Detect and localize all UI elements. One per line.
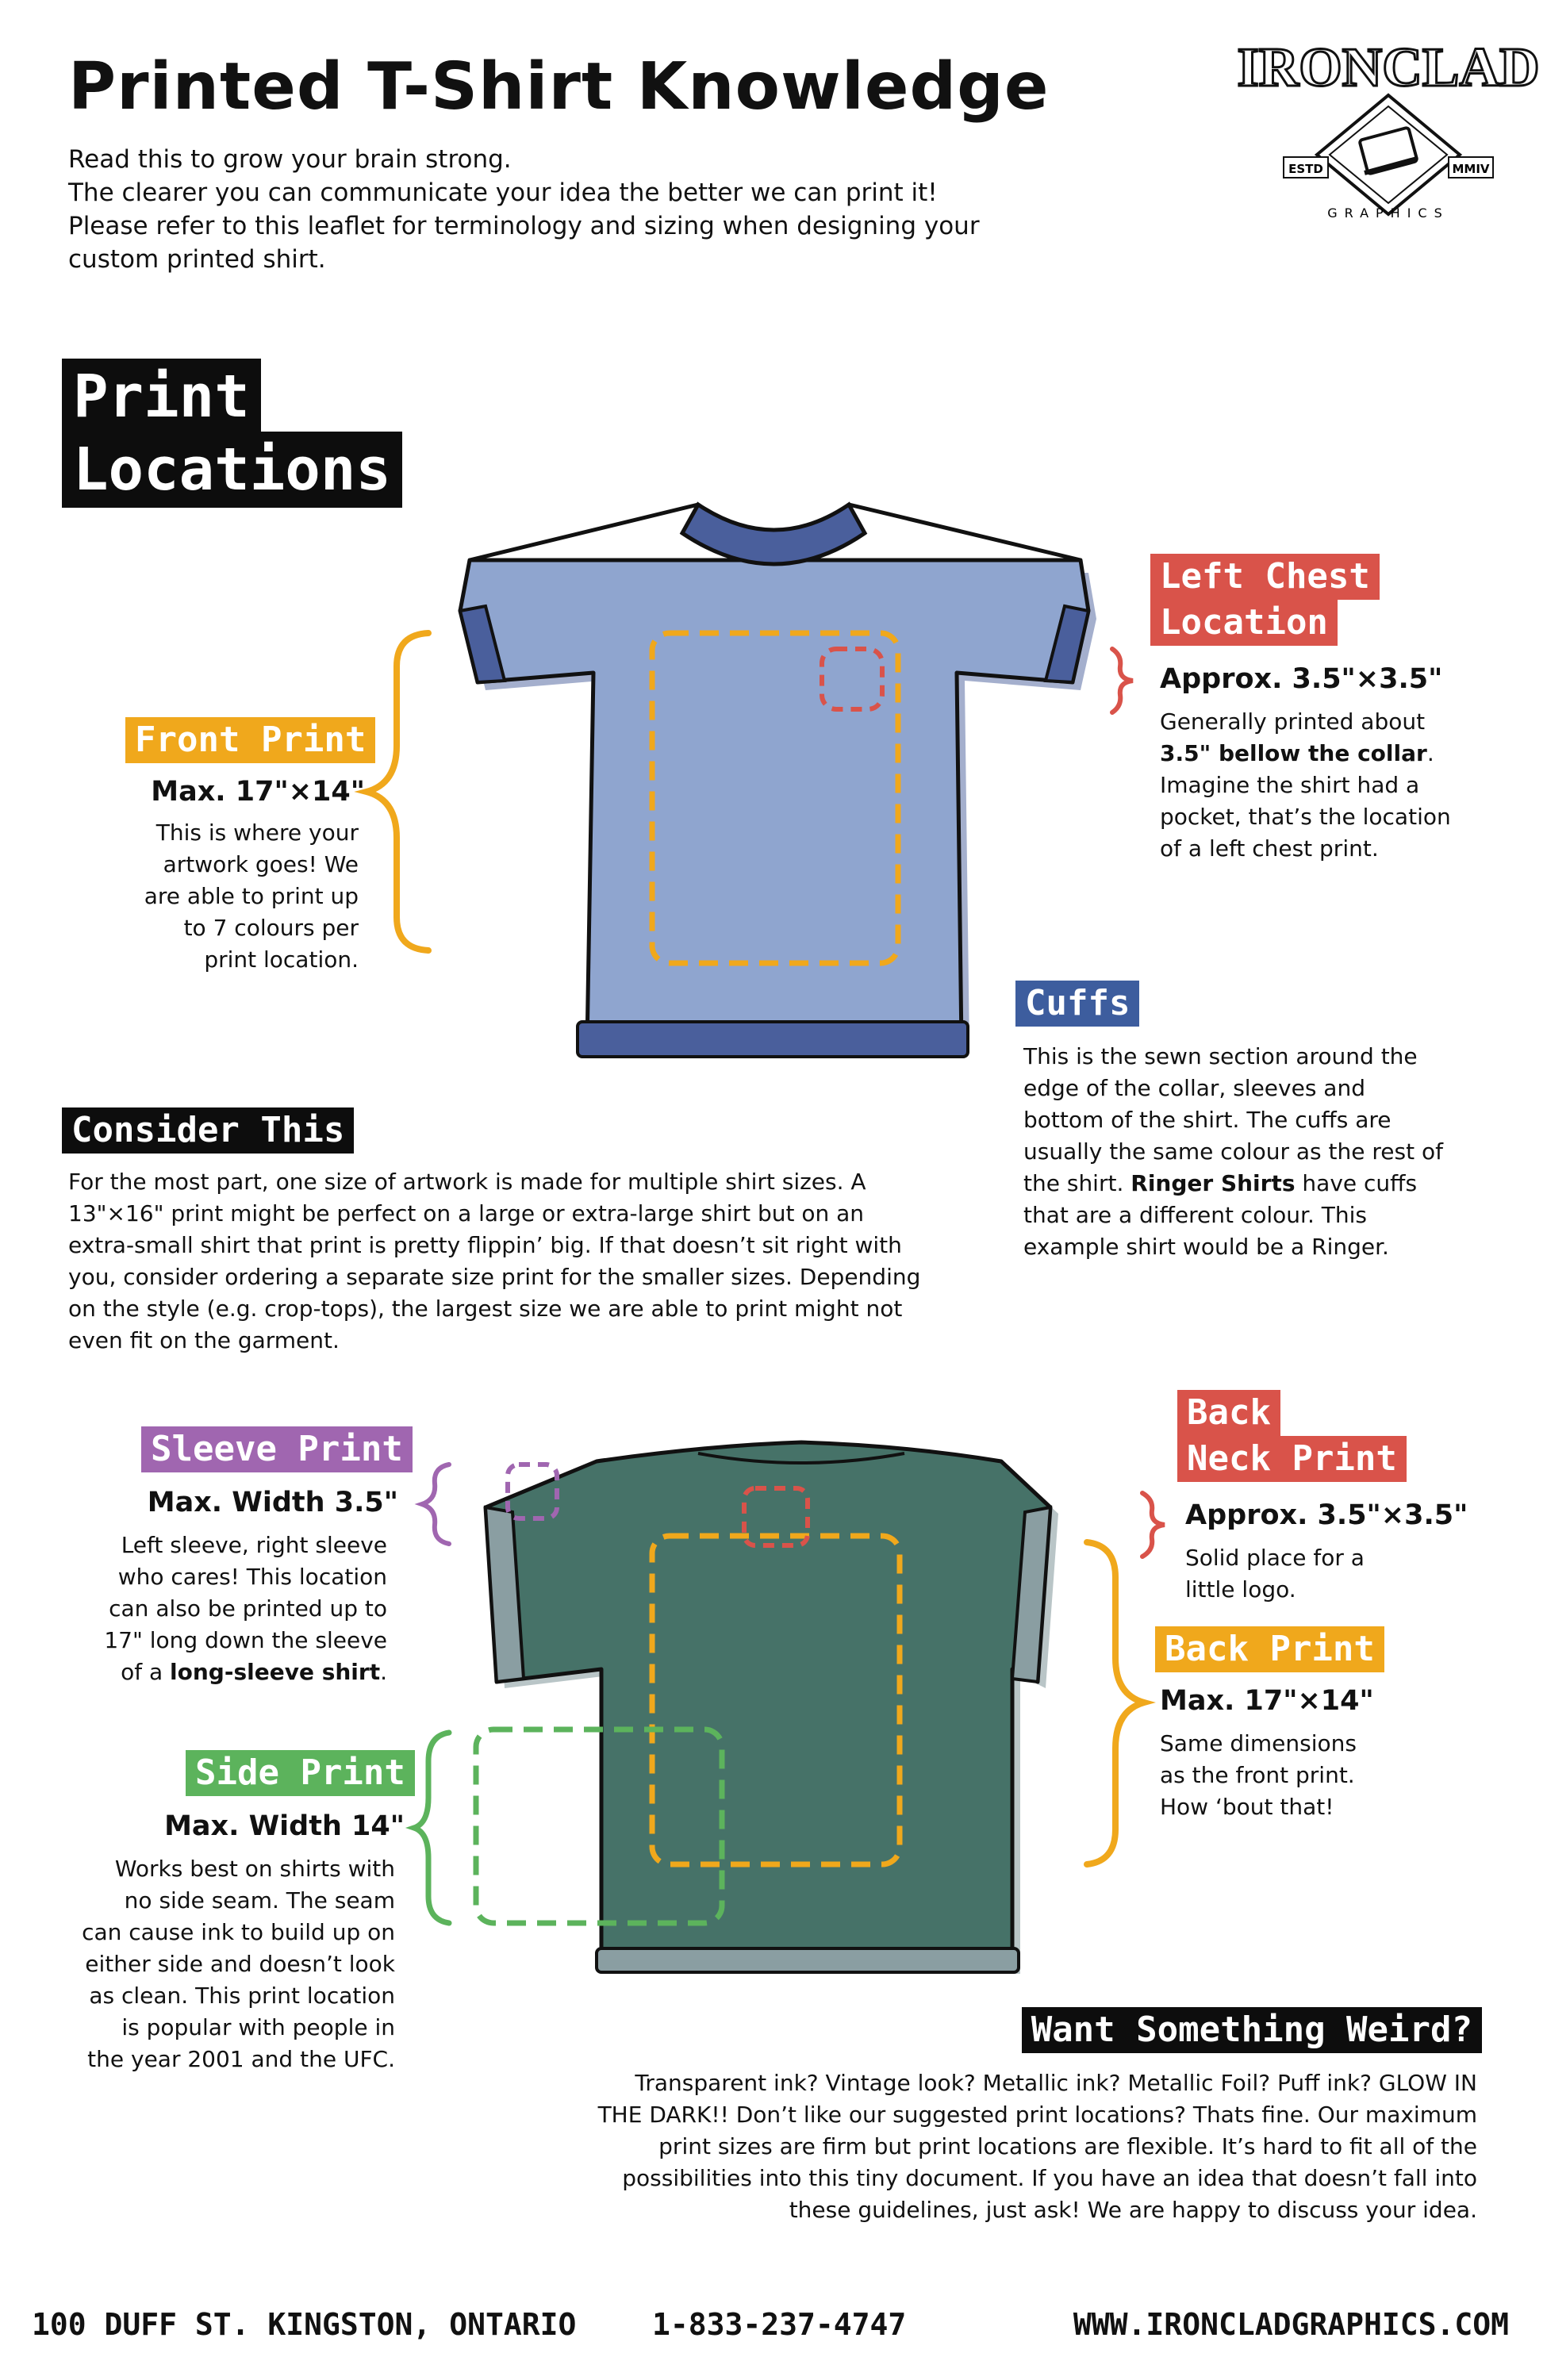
left-chest-tag-wrap	[1150, 554, 1380, 646]
text-line: either side and doesn’t look	[85, 1951, 395, 1977]
back-print-text	[1160, 1728, 1477, 1823]
front-print-label: Front Print	[125, 717, 375, 763]
text-line: example shirt would be a Ringer.	[1023, 1234, 1389, 1260]
text-line	[1160, 738, 1509, 770]
text-line: print sizes are firm but print locations are flexible. It’s hard to fit all of the	[658, 2133, 1477, 2159]
text-line: Solid place for a	[1185, 1545, 1365, 1571]
text-line: For the most part, one size of artwork is made for multiple shirt sizes. A	[68, 1169, 866, 1195]
text-line: the year 2001 and the UFC.	[87, 2046, 395, 2072]
back-shirt	[476, 1442, 1058, 1974]
front-print-size: Max. 17"×14"	[151, 776, 365, 808]
text-line: extra-small shirt that print is pretty flippin’ big. If that doesn’t sit right with	[68, 1232, 902, 1258]
intro-line: custom printed shirt.	[68, 245, 326, 274]
text-line: you, consider ordering a separate size print for the smaller sizes. Depending	[68, 1264, 921, 1290]
text-line: are able to print up	[144, 883, 359, 909]
bold-text: Ringer Shirts	[1130, 1170, 1296, 1196]
text-line: who cares! This location	[117, 1564, 387, 1590]
text-line: Left sleeve, right sleeve	[121, 1532, 387, 1558]
text-line	[46, 1656, 387, 1688]
back-shirt-body	[486, 1442, 1050, 1967]
consider-tag-wrap	[62, 1107, 354, 1154]
side-print-size: Max. Width 14"	[164, 1810, 405, 1842]
logo-brand: IRONCLAD	[1237, 37, 1540, 98]
text-line: pocket, that’s the location	[1160, 804, 1451, 830]
front-print-tag-wrap	[125, 717, 375, 763]
bold-text: 3.5" bellow the collar	[1160, 740, 1427, 766]
sleeve-print-tag-wrap	[141, 1426, 413, 1472]
text-line: is popular with people in	[121, 2014, 395, 2040]
text-line: This is where your	[155, 820, 359, 846]
text-line: edge of the collar, sleeves and	[1023, 1075, 1365, 1101]
left-chest-brace	[1112, 649, 1133, 712]
side-print-tag-wrap	[186, 1750, 415, 1796]
back-neck-label-line1: Back	[1177, 1390, 1280, 1436]
text-tail: .	[1426, 740, 1434, 766]
weird-text	[478, 2067, 1477, 2226]
cuffs-label: Cuffs	[1015, 981, 1139, 1027]
logo-estd: ESTD	[1288, 162, 1323, 176]
text-line: as clean. This print location	[89, 1983, 395, 2009]
text-line: on the style (e.g. crop-tops), the largest size we are able to print might not	[68, 1296, 903, 1322]
text-line: can cause ink to build up on	[82, 1919, 395, 1945]
left-chest-size: Approx. 3.5"×3.5"	[1160, 663, 1443, 695]
text-line: possibilities into this tiny document. If you have an idea that doesn’t fall into	[622, 2165, 1477, 2191]
text-line	[1023, 1168, 1499, 1200]
logo-sub: GRAPHICS	[1327, 205, 1449, 221]
text-line: can also be printed up to	[109, 1595, 387, 1622]
back-neck-label-line2: Neck Print	[1177, 1436, 1407, 1482]
consider-label: Consider This	[62, 1107, 354, 1154]
text-line: little logo.	[1185, 1576, 1296, 1603]
back-neck-size: Approx. 3.5"×3.5"	[1185, 1499, 1468, 1531]
footer-website[interactable]: WWW.IRONCLADGRAPHICS.COM	[1073, 2307, 1509, 2342]
text-span: of a	[121, 1659, 171, 1685]
sleeve-print-text	[46, 1530, 387, 1688]
text-line: This is the sewn section around the	[1023, 1043, 1418, 1069]
bold-text: long-sleeve shirt	[170, 1659, 381, 1685]
intro-line: The clearer you can communicate your idea the better we can print it!	[68, 178, 938, 207]
sleeve-print-label: Sleeve Print	[141, 1426, 413, 1472]
text-line: of a left chest print.	[1160, 835, 1379, 862]
text-span: the shirt.	[1023, 1170, 1124, 1196]
text-line: How ‘bout that!	[1160, 1794, 1334, 1820]
sleeve-print-size: Max. Width 3.5"	[147, 1487, 398, 1518]
text-line: Generally printed about	[1160, 708, 1426, 735]
intro-line: Please refer to this leaflet for terminology and sizing when designing your	[68, 212, 980, 240]
text-line: no side seam. The seam	[124, 1887, 395, 1914]
text-line: Transparent ink? Vintage look? Metallic ink? Metallic Foil? Puff ink? GLOW IN	[635, 2070, 1477, 2096]
intro-line: Read this to grow your brain strong.	[68, 145, 512, 174]
text-line: to 7 colours per	[183, 915, 359, 941]
back-neck-brace	[1142, 1493, 1165, 1557]
text-line: bottom of the shirt. The cuffs are	[1023, 1107, 1392, 1133]
back-print-size: Max. 17"×14"	[1160, 1685, 1374, 1717]
print-locations-title-line1: Print	[62, 359, 261, 435]
text-line: these guidelines, just ask! We are happy to discuss your idea.	[789, 2197, 1477, 2223]
text-line: THE DARK!! Don’t like our suggested print locations? Thats fine. Our maximum	[597, 2102, 1477, 2128]
text-line: Works best on shirts with	[114, 1856, 395, 1882]
text-line: that are a different colour. This	[1023, 1202, 1367, 1228]
text-line: 17" long down the sleeve	[104, 1627, 387, 1653]
text-line: Same dimensions	[1160, 1730, 1357, 1756]
back-print-tag-wrap	[1155, 1626, 1384, 1672]
back-neck-text	[1185, 1542, 1503, 1606]
logo-year: MMIV	[1452, 162, 1490, 176]
text-tail: .	[380, 1659, 387, 1685]
side-print-text	[30, 1853, 395, 2075]
side-print-label: Side Print	[186, 1750, 415, 1796]
front-print-text	[73, 817, 359, 976]
front-shirt	[460, 505, 1096, 1057]
print-locations-title-line2: Locations	[62, 432, 402, 508]
sleeve-print-brace	[422, 1464, 449, 1544]
text-line: Imagine the shirt had a	[1160, 772, 1420, 798]
footer-address: 100 DUFF ST. KINGSTON, ONTARIO	[32, 2307, 577, 2342]
text-line: artwork goes! We	[163, 851, 359, 877]
page-title: Printed T-Shirt Knowledge	[68, 49, 1050, 125]
cuffs-text	[1023, 1041, 1499, 1263]
text-line: print location.	[204, 946, 359, 973]
back-print-label: Back Print	[1155, 1626, 1384, 1672]
text-line: 13"×16" print might be perfect on a large or extra-large shirt but on an	[68, 1200, 865, 1226]
footer-phone[interactable]: 1-833-237-4747	[652, 2307, 907, 2342]
left-chest-text	[1160, 706, 1509, 865]
text-line: usually the same colour as the rest of	[1023, 1138, 1443, 1165]
side-print-brace	[414, 1733, 449, 1923]
left-chest-label-line2: Location	[1150, 600, 1338, 646]
text-line: even fit on the garment.	[68, 1327, 340, 1353]
left-chest-label-line1: Left Chest	[1150, 554, 1380, 600]
weird-tag-wrap	[1022, 2007, 1482, 2053]
weird-label: Want Something Weird?	[1022, 2007, 1482, 2053]
text-line: as the front print.	[1160, 1762, 1355, 1788]
text-tail: have cuffs	[1295, 1170, 1418, 1196]
consider-text	[68, 1166, 988, 1357]
cuffs-tag-wrap	[1015, 981, 1139, 1027]
back-neck-tag-wrap	[1177, 1390, 1407, 1482]
back-print-brace	[1087, 1542, 1144, 1864]
front-print-brace	[367, 633, 428, 950]
